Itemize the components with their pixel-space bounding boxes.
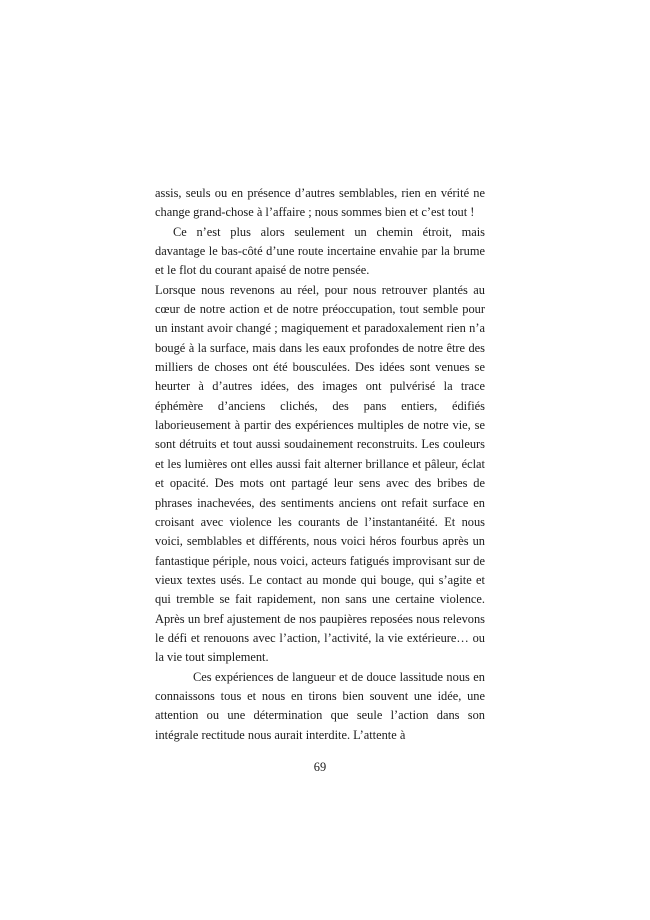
paragraph-continuation: assis, seuls ou en présence d’autres semblables, rien en vérité ne change grand-chose à l’affaire ; nous sommes bien et c’est tout ! xyxy=(155,186,485,220)
page-number: 69 xyxy=(313,760,327,774)
paragraph: Ce n’est plus alors seulement un chemin étroit, mais davantage le bas-côté d’une route incertaine envahie par la brume et le flot du courant apaisé de notre pensée. xyxy=(155,224,485,278)
paragraph: Ces expériences de langueur et de douce lassitude nous en connaissons tous et nous en tirons bien souvent une idée, une attention ou une détermination que seule l’action dans son intégrale rectitude nous aurait interdite. L’attente à xyxy=(155,669,485,742)
body-text xyxy=(155,184,485,745)
paragraph: Lorsque nous revenons au réel, pour nous retrouver plantés au cœur de notre action et de notre préoccupation, tout semble pour un instant avoir changé ; magiquement et paradoxalement rien n’a bougé à la surface, mais dans les eaux profondes de notre être des milliers de choses ont été bousculées. Des idées sont venues se heurter à d’autres idées, des images ont pulvérisé la trace éphémère d’anciens clichés, des pans entiers, édifiés laborieusement à partir des expériences multiples de notre vie, se sont détruits et tout aussi soudainement reconstruits. Les couleurs et les lumières ont elles aussi fait alterner brillance et pâleur, éclat et opacité. Des mots ont partagé leur sens avec des bribes de phrases inachevées, des sentiments anciens ont refait surface en croisant avec violence les courants de l’instantanéité. Et nous voici, semblables et différents, nous voici héros fourbus après un fantastique périple, nous voici, acteurs fatigués improvisant sur de vieux textes usés. Le contact au monde qui bouge, qui s’agite et qui tremble se fait rapidement, non sans une certaine violence. Après un bref ajustement de nos paupières reposées nous relevons le défi et renouons avec l’action, l’activité, la vie extérieure… ou la vie tout simplement. xyxy=(155,282,485,665)
